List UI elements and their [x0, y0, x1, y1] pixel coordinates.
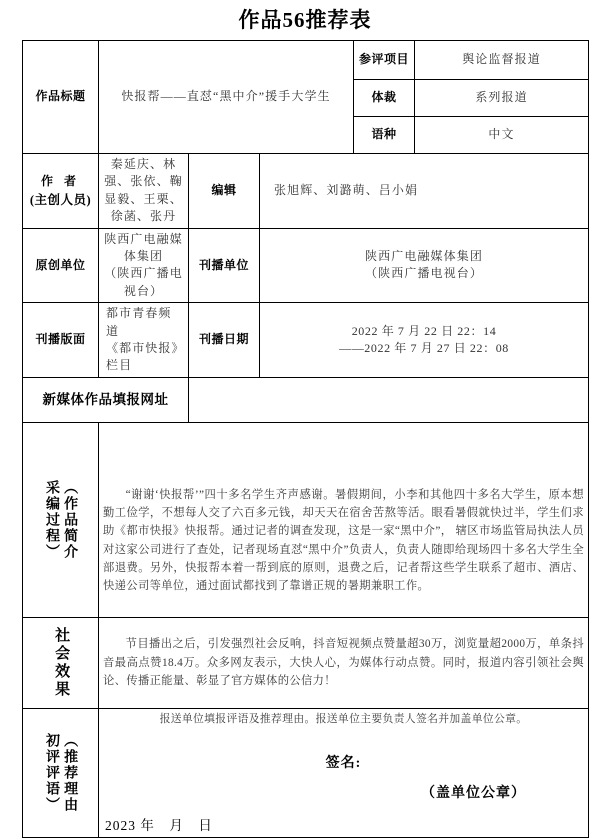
table-row-social-effect	[23, 617, 589, 708]
table-row-author-editor	[23, 154, 589, 229]
table-row-summary	[23, 422, 589, 617]
summary-text: “谢谢‘快报帮’”四十多名学生齐声感谢。暑假期间，小李和其他四十多名大学生，原本想勤工俭学，不想每人交了六百多元钱，却天天在宿舍苦熬等活。眼看暑假就快过半，学生们求助《都市快报》快报帮。通过记者的调查发现，这是一家“黑中介”， 辖区市场监管局执法人员对这家公司进行了查处，记者现场直怼“黑中介”负责人，负责人随即给现场四十多名大学生全部退费。另外，快报帮本着一帮到底的原则，退费之后，记者帮这些学生联系了超市、酒店、快递公司等单位，通过面试都找到了靠谱正规的暑期兼职工作。	[103, 488, 585, 593]
social-effect-label	[23, 617, 99, 708]
recommendation-text: 报送单位填报评语及推荐理由。报送单位主要负责人签名并加盖单位公章。	[159, 712, 528, 725]
category-label: 参评项目	[354, 41, 415, 80]
work-title-label: 作品标题	[23, 41, 99, 154]
publish-date-value-line1: 2022 年 7 月 22 日 22：14	[351, 323, 497, 338]
editor-value: 张旭辉、刘潞萌、吕小娟	[260, 154, 589, 229]
recommendation-label-col-left	[43, 733, 60, 813]
recommendation-label-stack	[27, 733, 94, 813]
newmedia-url-value	[189, 377, 589, 422]
summary-label-stack	[27, 480, 94, 560]
table-row-newmedia-url	[23, 377, 589, 422]
table-row-title-category	[23, 41, 589, 80]
summary-label-left-text: 采编过程	[44, 479, 59, 544]
table-row-units	[23, 228, 589, 303]
summary-top-spacer	[103, 444, 584, 486]
summary-label-right-text: 作品简介	[62, 495, 78, 560]
publish-date-value	[260, 303, 589, 378]
editor-label: 编辑	[189, 154, 260, 229]
publish-unit-label: 刊播单位	[189, 228, 260, 303]
work-title-value: 快报帮——直怼“黑中介”援手大学生	[99, 41, 354, 154]
summary-paren-close: ）	[44, 543, 59, 560]
recommendation-paren-close: ）	[44, 797, 59, 814]
recommendation-date-line: 2023 年 月 日	[105, 817, 213, 833]
author-value: 秦延庆、林强、张依、鞠显毅、王栗、徐菡、张丹	[99, 154, 189, 229]
publish-unit-value	[260, 228, 589, 303]
author-label-line2: (主创人员)	[29, 192, 92, 207]
social-effect-label-text: 社会效果	[53, 626, 70, 699]
social-effect-text: 节目播出之后，引发强烈社会反响，抖音短视频点赞量超30万，浏览量超2000万，单条抖音最高点赞18.4万。众多网友表示，大快人心，为媒体行动点赞。同时，报道内容引领社会舆论、传播正能量、彰显了官方媒体的公信力！	[103, 638, 585, 687]
table-row-recommendation	[23, 708, 589, 838]
author-label-line1: 作 者	[40, 174, 80, 189]
summary-label-col-left	[43, 480, 60, 560]
recommendation-form-table	[22, 40, 589, 838]
genre-label: 体裁	[354, 80, 415, 117]
original-unit-value-line2: （陕西广播电视台）	[104, 266, 183, 298]
page-title: 作品56推荐表	[238, 8, 372, 32]
publish-column-value-line2: 《都市快报》栏目	[106, 341, 179, 373]
publish-unit-value-line1: 陕西广电融媒体集团	[365, 249, 483, 264]
summary-label	[23, 422, 99, 617]
language-label: 语种	[354, 117, 415, 154]
table-row-publish-details	[23, 303, 589, 378]
recommendation-label-left-text: 初评评语	[44, 733, 59, 798]
recommendation-paren-open: （	[62, 733, 78, 750]
publish-column-label: 刊播版面	[23, 303, 99, 378]
recommendation-label	[23, 708, 99, 838]
author-label	[23, 154, 99, 229]
signature-label: 签名:	[325, 756, 362, 772]
recommendation-label-col-right	[61, 733, 78, 813]
publish-column-value	[99, 303, 189, 378]
original-unit-value-line1: 陕西广电融媒体集团	[104, 231, 183, 264]
social-effect-body	[99, 617, 589, 708]
original-unit-value	[99, 228, 189, 303]
seal-label: （盖单位公章）	[421, 785, 527, 801]
publish-column-value-line1: 都市青春频道	[106, 306, 172, 338]
genre-value: 系列报道	[415, 80, 589, 117]
publish-unit-value-line2: （陕西广播电视台）	[365, 266, 483, 281]
language-value: 中文	[415, 117, 589, 154]
newmedia-url-label: 新媒体作品填报网址	[23, 377, 189, 422]
recommendation-label-right-text: 推荐理由	[62, 749, 78, 814]
recommendation-body	[99, 708, 589, 838]
publish-date-value-line2: ——2022 年 7 月 27 日 22：08	[339, 341, 509, 355]
summary-label-col-right	[61, 480, 78, 560]
category-value: 舆论监督报道	[415, 41, 589, 80]
original-unit-label: 原创单位	[23, 228, 99, 303]
summary-paren-open: （	[62, 479, 78, 496]
summary-body	[99, 422, 589, 617]
publish-date-label: 刊播日期	[189, 303, 260, 378]
